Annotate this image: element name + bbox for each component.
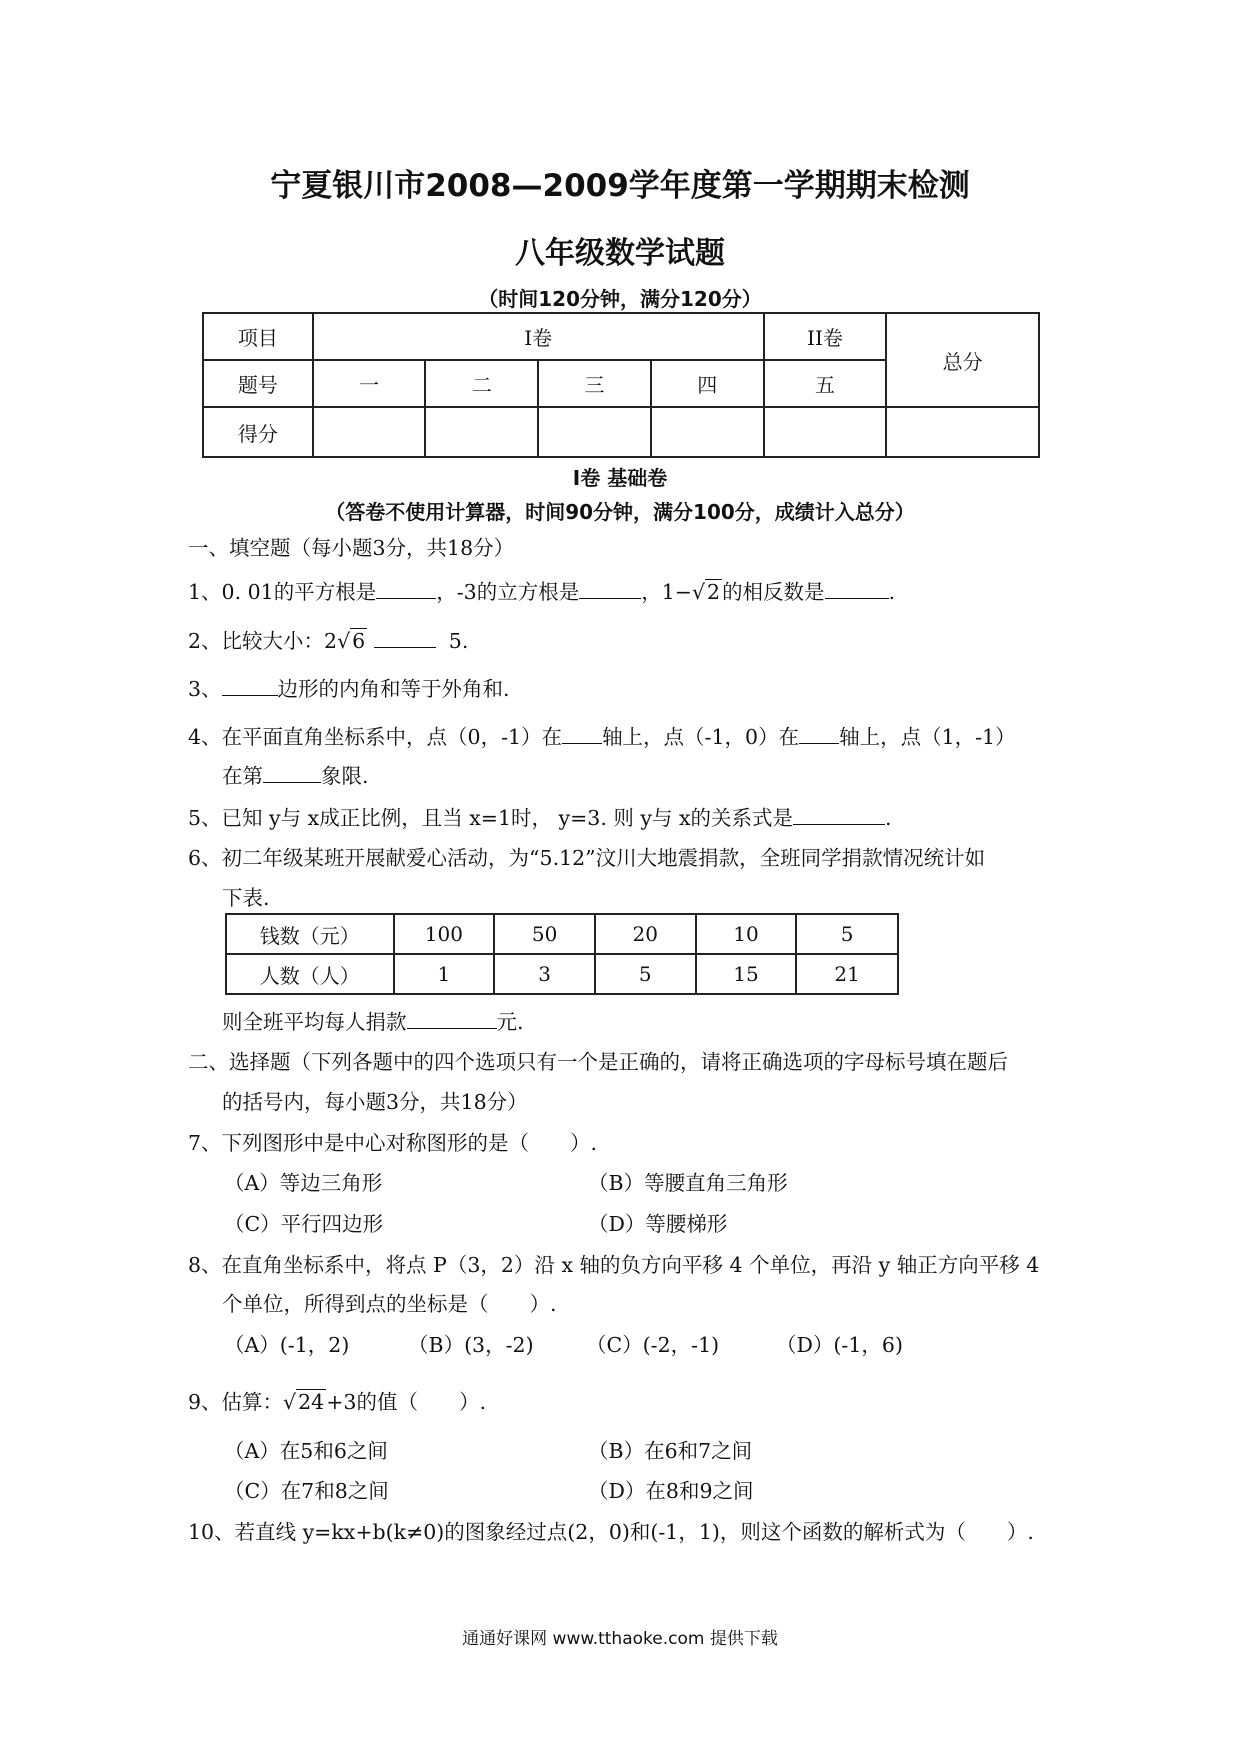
q6-after-b: 元. [496,1010,524,1034]
question-3: 3、 边形的内角和等于外角和. [188,677,510,701]
question-6: 6、初二年级某班开展献爱心活动，为“5.12”汶川大地震捐款，全班同学捐款情况统计如 [188,846,986,870]
q2-text-a: 2、比较大小：2 [188,629,338,653]
q9-option-b: （B）在6和7之间 [588,1439,753,1463]
donation-money-value: 20 [595,914,696,954]
q4-text-d: 在第 [222,764,263,788]
sqrt-symbol: √ [691,580,706,604]
question-6-answer [222,1010,524,1033]
answer-blank [376,580,436,599]
section1-note: （答卷不使用计算器，时间90分钟，满分100分，成绩计入总分） [325,500,915,524]
q2-text-b: 5. [448,629,469,653]
score-table-paper1: I卷 [313,313,764,360]
q6-after-a: 则全班平均每人捐款 [222,1010,407,1034]
q1-text-a: 1、0. 01的平方根是 [188,580,377,604]
score-table-score-label: 得分 [203,407,313,457]
question-1 [188,580,895,603]
q1-text-b: ，-3的立方根是 [436,580,580,604]
q1-text-c: ，1− [641,580,692,604]
score-table-total: 总分 [886,313,1039,407]
score-table-paper2: II卷 [764,313,887,360]
q9-option-c: （C）在7和8之间 [224,1479,389,1503]
donation-money-label: 钱数（元） [226,914,394,954]
exam-title: 宁夏银川市2008—2009学年度第一学期期末检测 [270,168,970,204]
q9-radicand: 24 [298,1390,325,1414]
q4-text-e: 象限. [321,764,369,788]
answer-blank [825,580,889,599]
q4-text-b: 轴上，点（-1，0）在 [602,725,800,749]
donation-people-label: 人数（人） [226,954,394,994]
q2-radicand: 6 [352,629,366,653]
score-table-qnum: 四 [651,360,764,407]
score-table-qnum: 五 [764,360,887,407]
q1-radicand: 2 [707,580,721,604]
question-7: 7、下列图形中是中心对称图形的是（ ）. [188,1131,598,1155]
q7-option-a: （A）等边三角形 [224,1171,383,1195]
q8-option-d: （D）(-1，6) [776,1333,903,1357]
question-4 [188,725,1016,748]
q9-text-b: +3的值（ ）. [326,1390,486,1414]
answer-blank [793,806,885,825]
sqrt-symbol: √ [283,1390,297,1414]
donation-money-value: 50 [494,914,595,954]
q9-option-d: （D）在8和9之间 [588,1479,754,1503]
score-table [202,312,1040,458]
part2-heading: 二、选择题（下列各题中的四个选项只有一个是正确的，请将正确选项的字母标号填在题后 [188,1050,1008,1074]
question-2 [188,629,468,652]
q5-text-a: 5、已知 y与 x成正比例，且当 x=1时， y=3. 则 y与 x的关系式是 [188,806,794,830]
answer-blank [799,725,839,744]
score-cell [538,407,651,457]
q1-text-d: 的相反数是 [722,580,825,604]
score-table-qnum-label: 题号 [203,360,313,407]
q1-text-e: . [888,580,896,604]
q7-option-d: （D）等腰梯形 [588,1212,728,1236]
donation-people-value: 1 [394,954,495,994]
score-table-item-label: 项目 [203,313,313,360]
score-cell [764,407,887,457]
donation-table [225,913,899,995]
answer-blank [562,725,602,744]
q4-text-a: 4、在平面直角坐标系中，点（0，-1）在 [188,725,563,749]
donation-money-value: 5 [796,914,898,954]
score-cell [425,407,538,457]
donation-people-value: 5 [595,954,696,994]
score-table-qnum: 一 [313,360,426,407]
part1-heading: 一、填空题（每小题3分，共18分） [188,536,515,560]
score-table-qnum: 二 [425,360,538,407]
question-8: 8、在直角坐标系中，将点 P（3，2）沿 x 轴的负方向平移 4 个单位，再沿 y 轴正方向平移 4 [188,1253,1040,1277]
exam-time-note: （时间120分钟，满分120分） [478,287,762,311]
question-6-cont: 下表. [222,886,270,910]
q7-option-c: （C）平行四边形 [224,1212,384,1236]
q9-text-a: 9、估算： [188,1390,284,1414]
question-8-cont: 个单位，所得到点的坐标是（ ）. [222,1292,557,1316]
q7-option-b: （B）等腰直角三角形 [588,1171,788,1195]
answer-blank [579,580,641,599]
q8-option-b: （B）(3，-2) [408,1333,534,1357]
exam-subtitle: 八年级数学试题 [515,236,725,271]
donation-people-value: 15 [696,954,797,994]
q8-option-a: （A）(-1，2) [224,1333,350,1357]
score-cell [313,407,426,457]
q8-option-c: （C）(-2，-1) [586,1333,720,1357]
answer-blank [374,629,436,648]
q5-text-b: . [885,806,892,830]
score-cell [886,407,1039,457]
donation-people-value: 3 [494,954,595,994]
donation-people-value: 21 [796,954,898,994]
q3-text-b: 边形的内角和等于外角和. [277,677,510,701]
question-5 [188,806,892,829]
sqrt-symbol: √ [337,629,351,653]
section1-title: I卷 基础卷 [572,466,668,490]
answer-blank [407,1010,497,1029]
q9-option-a: （A）在5和6之间 [224,1439,388,1463]
footer-credit: 通通好课网 www.tthaoke.com 提供下载 [462,1629,778,1649]
score-table-qnum: 三 [538,360,651,407]
part2-heading-cont: 的括号内，每小题3分，共18分） [222,1090,528,1114]
answer-blank [222,677,278,696]
score-cell [651,407,764,457]
q4-text-c: 轴上，点（1，-1） [839,725,1016,749]
question-9 [188,1392,486,1413]
donation-money-value: 100 [394,914,495,954]
donation-money-value: 10 [696,914,797,954]
answer-blank [263,764,321,783]
question-4-cont [222,764,369,787]
question-10: 10、若直线 y=kx+b(k≠0)的图象经过点(2，0)和(-1，1)，则这个函数的解析式为（ ）. [188,1520,1034,1544]
